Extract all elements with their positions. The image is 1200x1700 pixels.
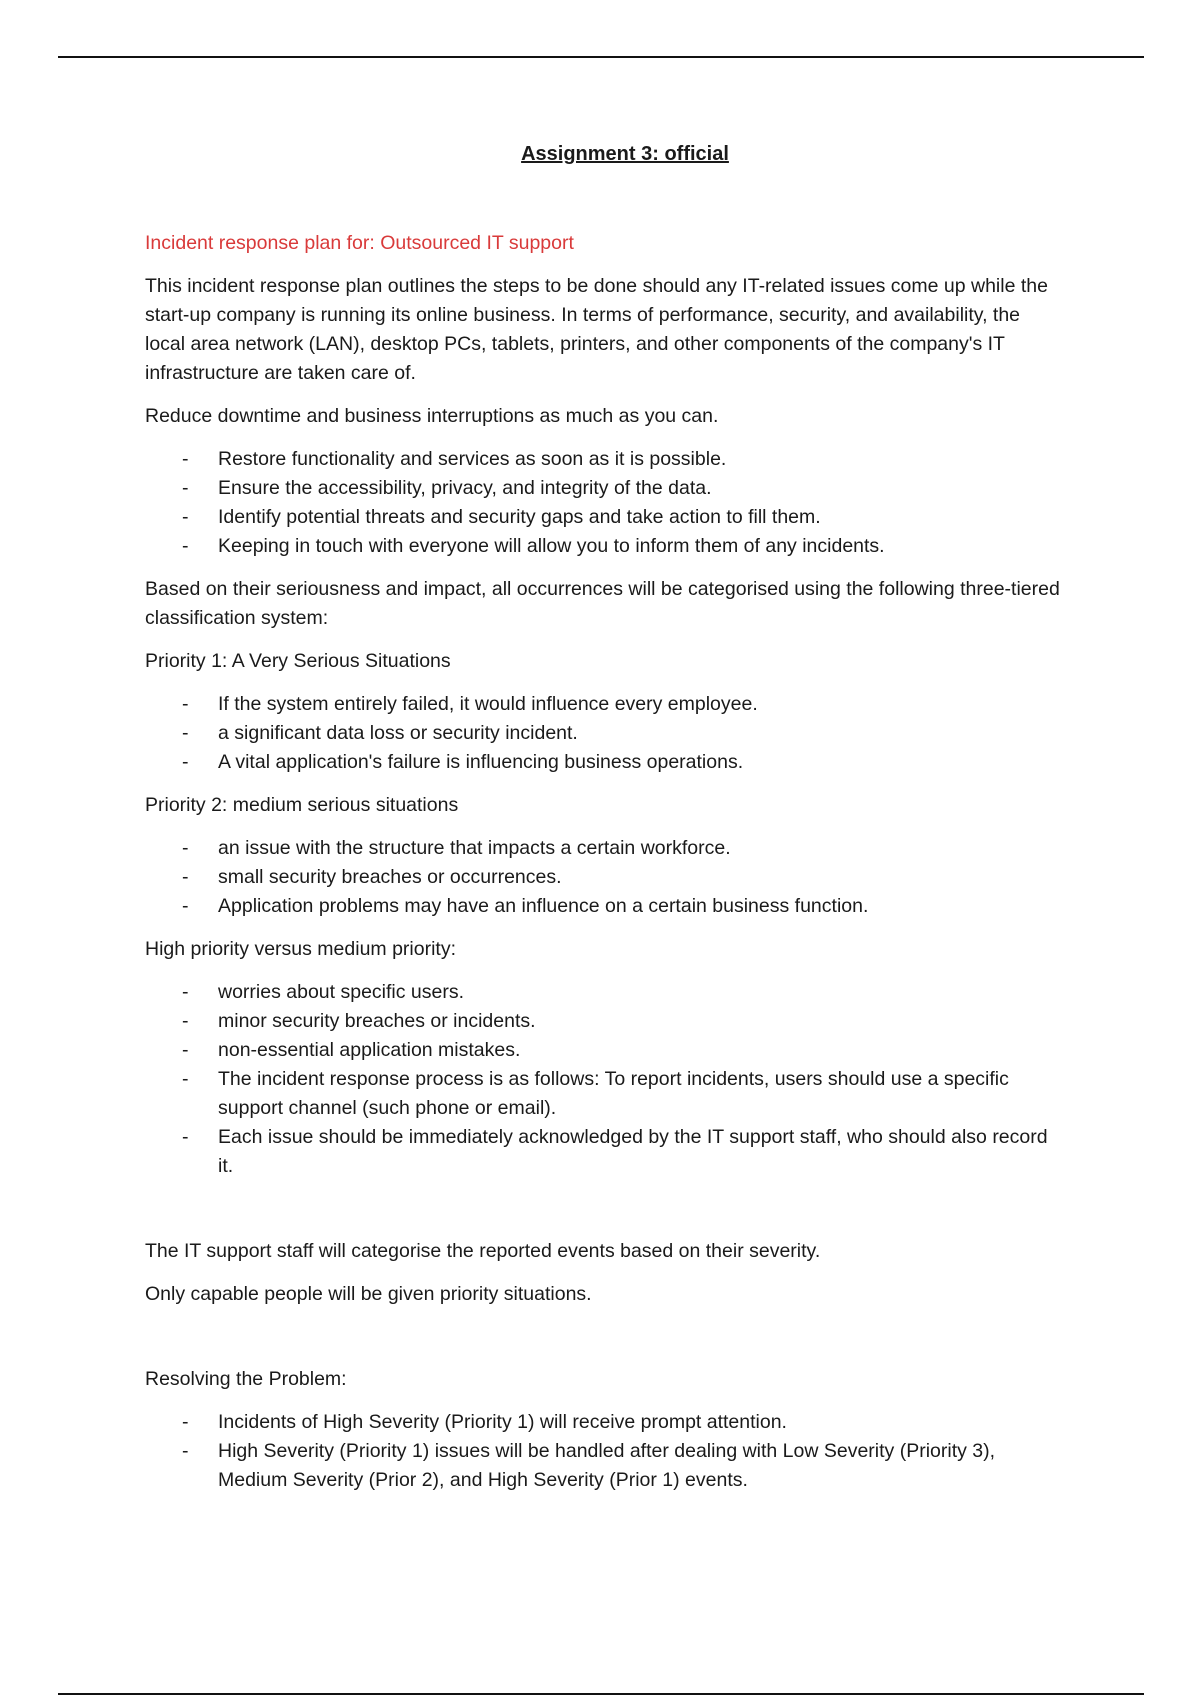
list-item: - High Severity (Priority 1) issues will be handled after dealing with Low Severity (Priority 3), Medium Severity (Prior 2), and High Severity (Prior 1) events.	[145, 1437, 1065, 1495]
priority1-list	[145, 690, 1065, 777]
list-item: - Incidents of High Severity (Priority 1) will receive prompt attention.	[145, 1408, 1065, 1437]
dash-icon: -	[182, 981, 189, 1003]
priority2-label: Priority 2: medium serious situations	[145, 794, 459, 816]
list-item: - non-essential application mistakes.	[145, 1036, 1065, 1065]
list-item: - If the system entirely failed, it would influence every employee.	[145, 690, 1065, 719]
document-title: Assignment 3: official	[521, 143, 729, 165]
list-item: - small security breaches or occurrences.	[145, 863, 1065, 892]
list-item: - Keeping in touch with everyone will allow you to inform them of any incidents.	[145, 532, 1065, 561]
document-body	[145, 140, 1065, 1509]
list-item: - A vital application's failure is influencing business operations.	[145, 748, 1065, 777]
priority1-label: Priority 1: A Very Serious Situations	[145, 650, 451, 672]
priority2-list	[145, 834, 1065, 921]
dash-icon: -	[182, 895, 189, 917]
list-item: - Each issue should be immediately acknowledged by the IT support staff, who should also record it.	[145, 1123, 1065, 1181]
dash-icon: -	[182, 693, 189, 715]
list-item: - Application problems may have an influence on a certain business function.	[145, 892, 1065, 921]
dash-icon: -	[182, 1411, 189, 1433]
header-rule	[58, 56, 1144, 58]
dash-icon: -	[182, 535, 189, 557]
list-item: - an issue with the structure that impacts a certain workforce.	[145, 834, 1065, 863]
list-item: - worries about specific users.	[145, 978, 1065, 1007]
dash-icon: -	[182, 477, 189, 499]
spacer	[145, 1195, 1065, 1237]
dash-icon: -	[182, 1039, 189, 1061]
dash-icon: -	[182, 1126, 189, 1148]
dash-icon: -	[182, 1010, 189, 1032]
dash-icon: -	[182, 1440, 189, 1462]
spacer	[145, 1323, 1065, 1365]
resolving-list	[145, 1408, 1065, 1495]
list-item: - a significant data loss or security incident.	[145, 719, 1065, 748]
dash-icon: -	[182, 866, 189, 888]
classification-paragraph: Based on their seriousness and impact, all occurrences will be categorised using the following three-tiered classification system:	[145, 578, 1060, 629]
capable-paragraph: Only capable people will be given priority situations.	[145, 1283, 592, 1305]
dash-icon: -	[182, 506, 189, 528]
categorise-paragraph: The IT support staff will categorise the reported events based on their severity.	[145, 1240, 821, 1262]
dash-icon: -	[182, 837, 189, 859]
goal-list	[145, 445, 1065, 561]
dash-icon: -	[182, 448, 189, 470]
resolving-label: Resolving the Problem:	[145, 1368, 347, 1390]
list-item: - Identify potential threats and security gaps and take action to fill them.	[145, 503, 1065, 532]
list-item: - Restore functionality and services as soon as it is possible.	[145, 445, 1065, 474]
list-item: - minor security breaches or incidents.	[145, 1007, 1065, 1036]
priority3-list	[145, 978, 1065, 1181]
intro-paragraph: This incident response plan outlines the steps to be done should any IT-related issues come up while the start-up company is running its online business. In terms of performance, security, and availability, the local area network (LAN), desktop PCs, tablets, printers, and other components of the company's IT infrastructure are taken care of.	[145, 275, 1048, 384]
footer-rule	[58, 1693, 1144, 1695]
dash-icon: -	[182, 1068, 189, 1090]
dash-icon: -	[182, 751, 189, 773]
priority3-label: High priority versus medium priority:	[145, 938, 457, 960]
list-item: - The incident response process is as follows: To report incidents, users should use a specific support channel (such phone or email).	[145, 1065, 1065, 1123]
dash-icon: -	[182, 722, 189, 744]
goal-paragraph: Reduce downtime and business interruptions as much as you can.	[145, 405, 719, 427]
list-item: - Ensure the accessibility, privacy, and integrity of the data.	[145, 474, 1065, 503]
section-heading: Incident response plan for: Outsourced IT support	[145, 232, 574, 254]
